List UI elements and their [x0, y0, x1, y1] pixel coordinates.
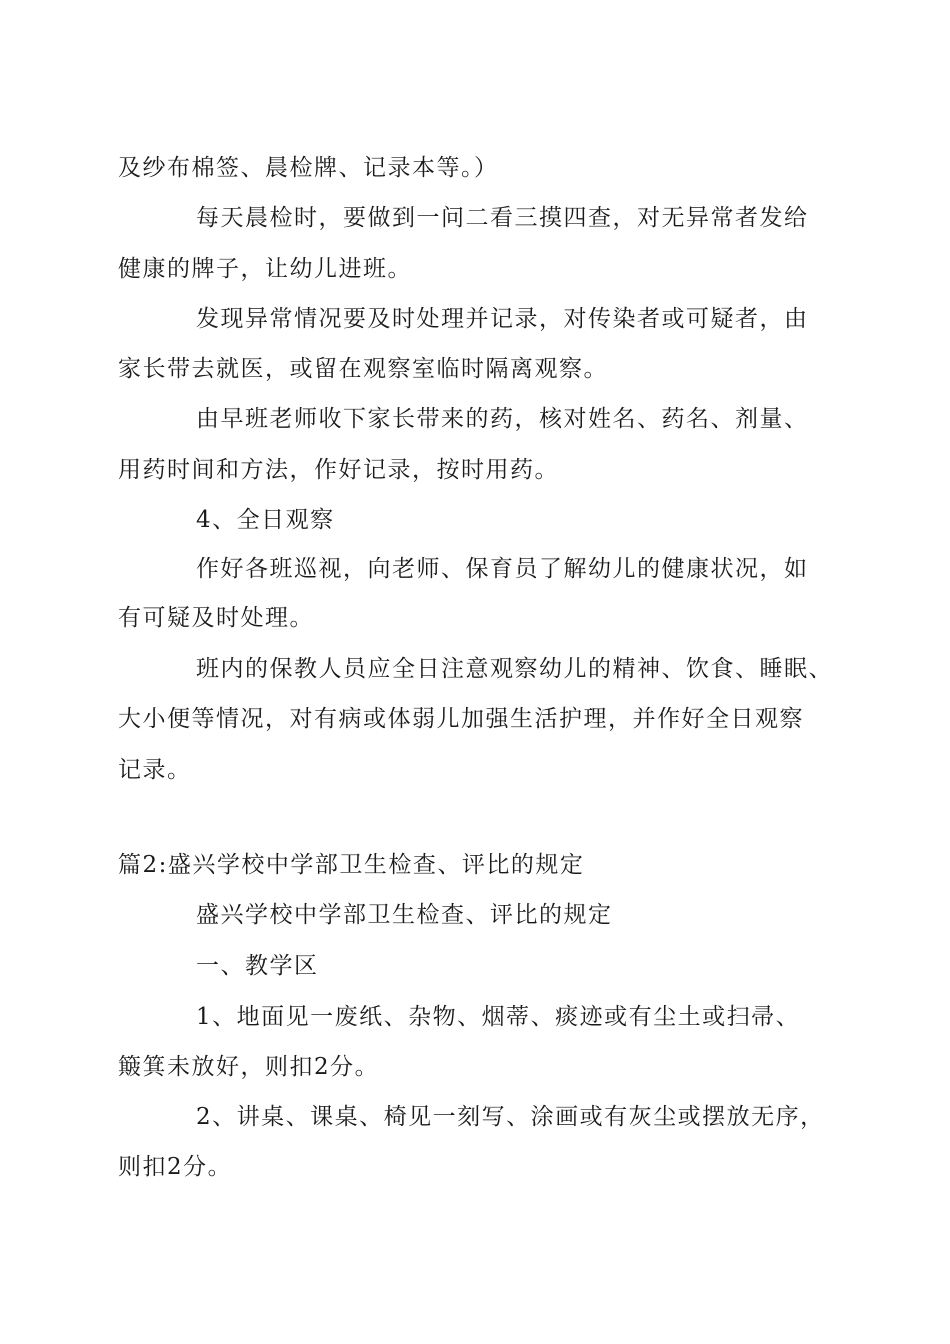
- text-line: 簸箕未放好，则扣2分。: [118, 1054, 380, 1080]
- text-line: 有可疑及时处理。: [118, 605, 314, 631]
- text-line: 用药时间和方法，作好记录，按时用药。: [118, 457, 559, 483]
- paragraph-first-line: 班内的保教人员应全日注意观察幼儿的精神、饮食、睡眠、: [196, 656, 833, 682]
- paragraph-first-line: 发现异常情况要及时处理并记录，对传染者或可疑者，由: [196, 306, 809, 332]
- text-line: 则扣2分。: [118, 1154, 233, 1180]
- text-line: 大小便等情况，对有病或体弱儿加强生活护理，并作好全日观察: [118, 706, 804, 732]
- chapter-title: 篇2:盛兴学校中学部卫生检查、评比的规定: [118, 852, 585, 878]
- section-heading: 一、教学区: [196, 953, 319, 979]
- document-title: 盛兴学校中学部卫生检查、评比的规定: [196, 902, 613, 928]
- paragraph-first-line: 2、讲桌、课桌、椅见一刻写、涂画或有灰尘或摆放无序，: [196, 1104, 825, 1130]
- section-heading: 4、全日观察: [196, 507, 335, 533]
- text-line: 及纱布棉签、晨检牌、记录本等。）: [118, 155, 499, 181]
- paragraph-first-line: 由早班老师收下家长带来的药，核对姓名、药名、剂量、: [196, 406, 809, 432]
- paragraph-first-line: 作好各班巡视，向老师、保育员了解幼儿的健康状况，如: [196, 556, 809, 582]
- paragraph-first-line: 1、地面见一废纸、杂物、烟蒂、痰迹或有尘土或扫帚、: [196, 1004, 801, 1030]
- text-line: 健康的牌子，让幼儿进班。: [118, 256, 412, 282]
- text-line: 家长带去就医，或留在观察室临时隔离观察。: [118, 356, 608, 382]
- paragraph-first-line: 每天晨检时，要做到一问二看三摸四查，对无异常者发给: [196, 205, 809, 231]
- text-line: 记录。: [118, 757, 192, 783]
